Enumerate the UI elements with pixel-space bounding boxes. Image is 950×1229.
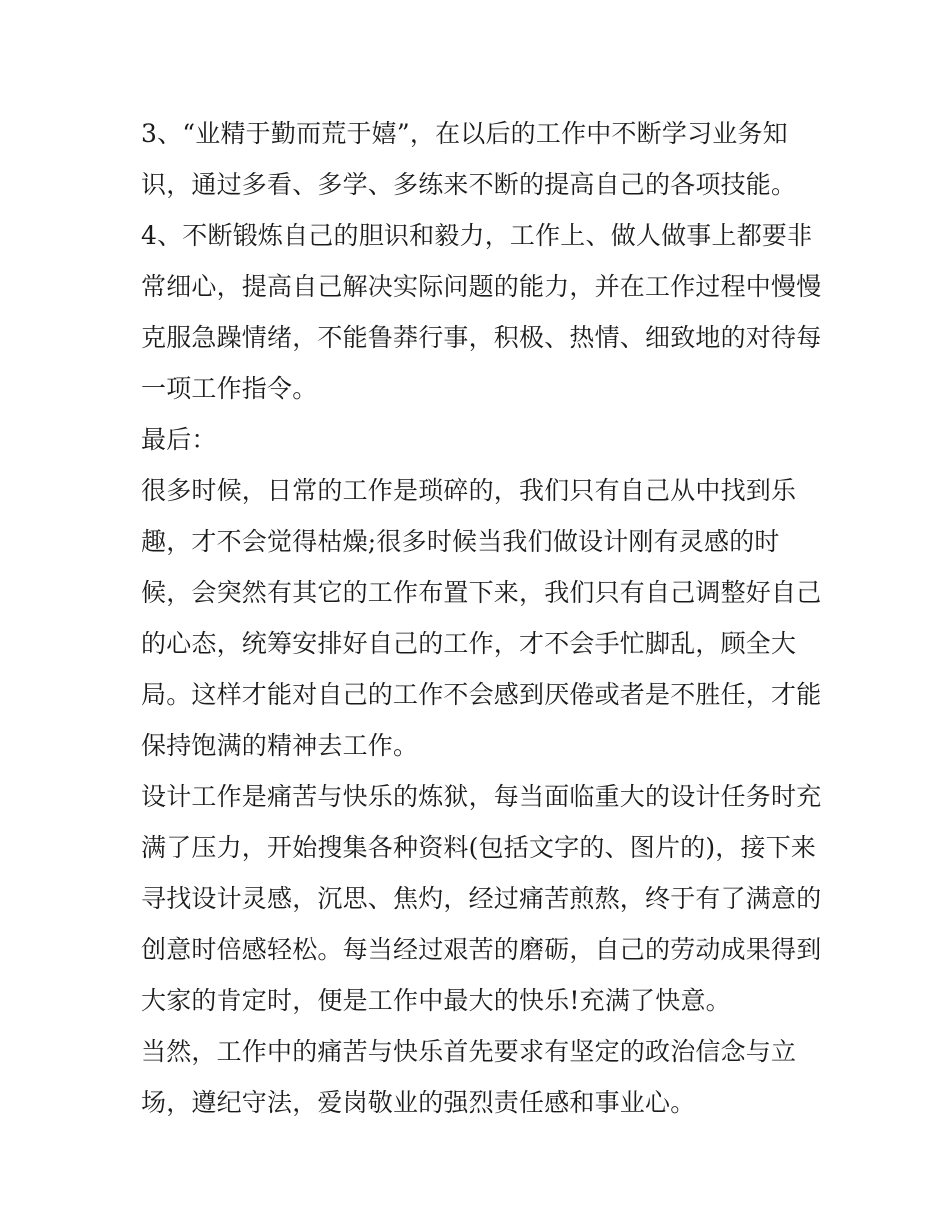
text-line: 局。这样才能对自己的工作不会感到厌倦或者是不胜任，才能: [141, 680, 822, 709]
text-line: 场，遵纪守法，爱岗敬业的强烈责任感和事业心。: [141, 1088, 696, 1117]
text-line: 很多时候，日常的工作是琐碎的，我们只有自己从中找到乐: [141, 476, 797, 505]
text-line: 设计工作是痛苦与快乐的炼狱，每当面临重大的设计任务时充: [141, 782, 822, 811]
text-line: 3、“业精于勤而荒于嬉”，在以后的工作中不断学习业务知: [141, 119, 788, 148]
text-line: 的心态，统筹安排好自己的工作，才不会手忙脚乱，顾全大: [141, 629, 797, 658]
document-body: [141, 108, 821, 1128]
text-line: 当然，工作中的痛苦与快乐首先要求有坚定的政治信念与立: [141, 1037, 797, 1066]
text-line: 最后：: [141, 425, 217, 454]
text-line: 保持饱满的精神去工作。: [141, 731, 419, 760]
text-line: 大家的肯定时，便是工作中最大的快乐!充满了快意。: [141, 986, 731, 1015]
text-line: 克服急躁情绪，不能鲁莽行事，积极、热情、细致地的对待每: [141, 323, 822, 352]
text-line: 一项工作指令。: [141, 374, 318, 403]
text-line: 趣，才不会觉得枯燥;很多时候当我们做设计刚有灵感的时: [141, 527, 780, 556]
text-line: 满了压力，开始搜集各种资料(包括文字的、图片的)，接下来: [141, 833, 817, 862]
text-line: 4、不断锻炼自己的胆识和毅力，工作上、做人做事上都要非: [141, 221, 813, 250]
text-line: 寻找设计灵感，沉思、焦灼，经过痛苦煎熬，终于有了满意的: [141, 884, 822, 913]
text-line: 候，会突然有其它的工作布置下来，我们只有自己调整好自己: [141, 578, 822, 607]
text-line: 创意时倍感轻松。每当经过艰苦的磨砺，自己的劳动成果得到: [141, 935, 822, 964]
text-line: 识，通过多看、多学、多练来不断的提高自己的各项技能。: [141, 170, 797, 199]
text-line: 常细心，提高自己解决实际问题的能力，并在工作过程中慢慢: [141, 272, 822, 301]
